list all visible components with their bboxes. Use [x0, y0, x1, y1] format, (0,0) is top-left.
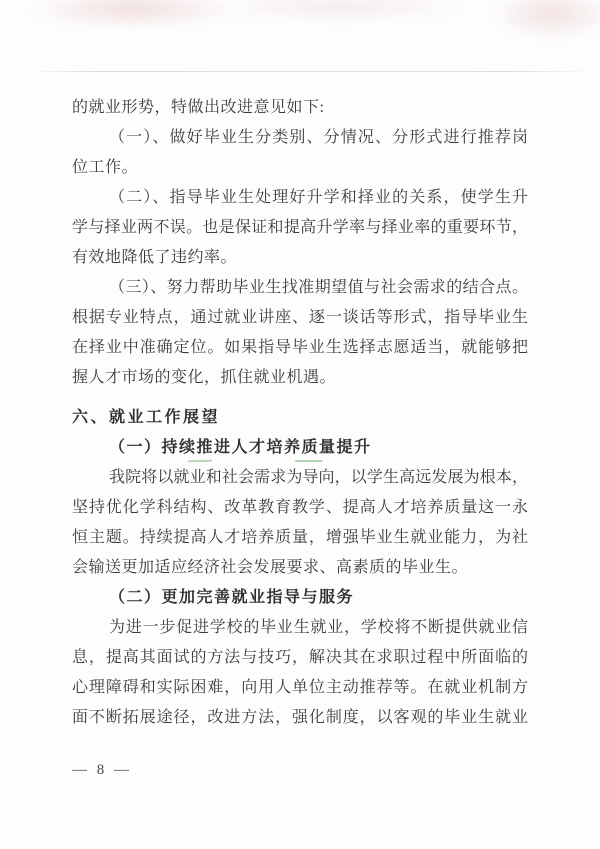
text-line-10: 握人才市场的变化，抓住就业机遇。	[72, 369, 337, 386]
text-line-8: 根据专业特点，通过就业讲座、逐一谈话等形式，指导毕业生	[72, 309, 528, 326]
text-line-6: 有效地降低了违约率。	[72, 249, 238, 266]
scan-fold-line	[30, 71, 595, 72]
text-line-20: 心理障碍和实际困难，向用人单位主动推荐等。在就业机制方	[72, 679, 528, 696]
text-line-9: 在择业中准确定位。如果指导毕业生选择志愿适当，就能够把	[72, 339, 528, 356]
text-line-18: 为进一步促进学校的毕业生就业，学校将不断提供就业信	[109, 619, 528, 636]
text-line-19: 息，提高其面试的方法与技巧，解决其在求职过程中所面临的	[72, 649, 528, 666]
page-number: — 8 —	[72, 762, 132, 778]
text-line-3: 位工作。	[72, 159, 139, 176]
text-line-2: （一）、做好毕业生分类别、分情况、分形式进行推荐岗	[109, 129, 528, 146]
page-footer	[72, 760, 132, 780]
text-line-13: 我院将以就业和社会需求为导向，以学生高远发展为根本，	[109, 469, 528, 486]
scan-smudge-top-left	[28, 0, 238, 28]
text-line-5: 学与择业两不误。也是保证和提高升学率与择业率的重要环节，	[72, 219, 528, 236]
scan-smudge-top-right	[492, 0, 600, 40]
document-body	[72, 93, 528, 733]
text-line-11: 六、就业工作展望	[72, 409, 221, 426]
text-line-7: （三）、努力帮助毕业生找准期望值与社会需求的结合点。	[109, 279, 528, 296]
text-line-12: （一）持续推进人才培养质量提升	[109, 439, 372, 456]
text-line-15: 恒主题。持续提高人才培养质量，增强毕业生就业能力，为社	[72, 529, 528, 546]
text-line-1: 的就业形势，特做出改进意见如下:	[72, 99, 325, 116]
text-line-21: 面不断拓展途径，改进方法，强化制度，以客观的毕业生就业	[72, 709, 528, 726]
scan-smudge-top-middle	[215, 0, 465, 22]
text-line-17: （二）更加完善就业指导与服务	[109, 589, 355, 606]
text-line-16: 会输送更加适应经济社会发展要求、高素质的毕业生。	[72, 559, 469, 576]
text-line-14: 坚持优化学科结构、改革教育教学、提高人才培养质量这一永	[72, 499, 528, 516]
text-line-4: （二）、指导毕业生处理好升学和择业的关系，使学生升	[109, 189, 528, 206]
